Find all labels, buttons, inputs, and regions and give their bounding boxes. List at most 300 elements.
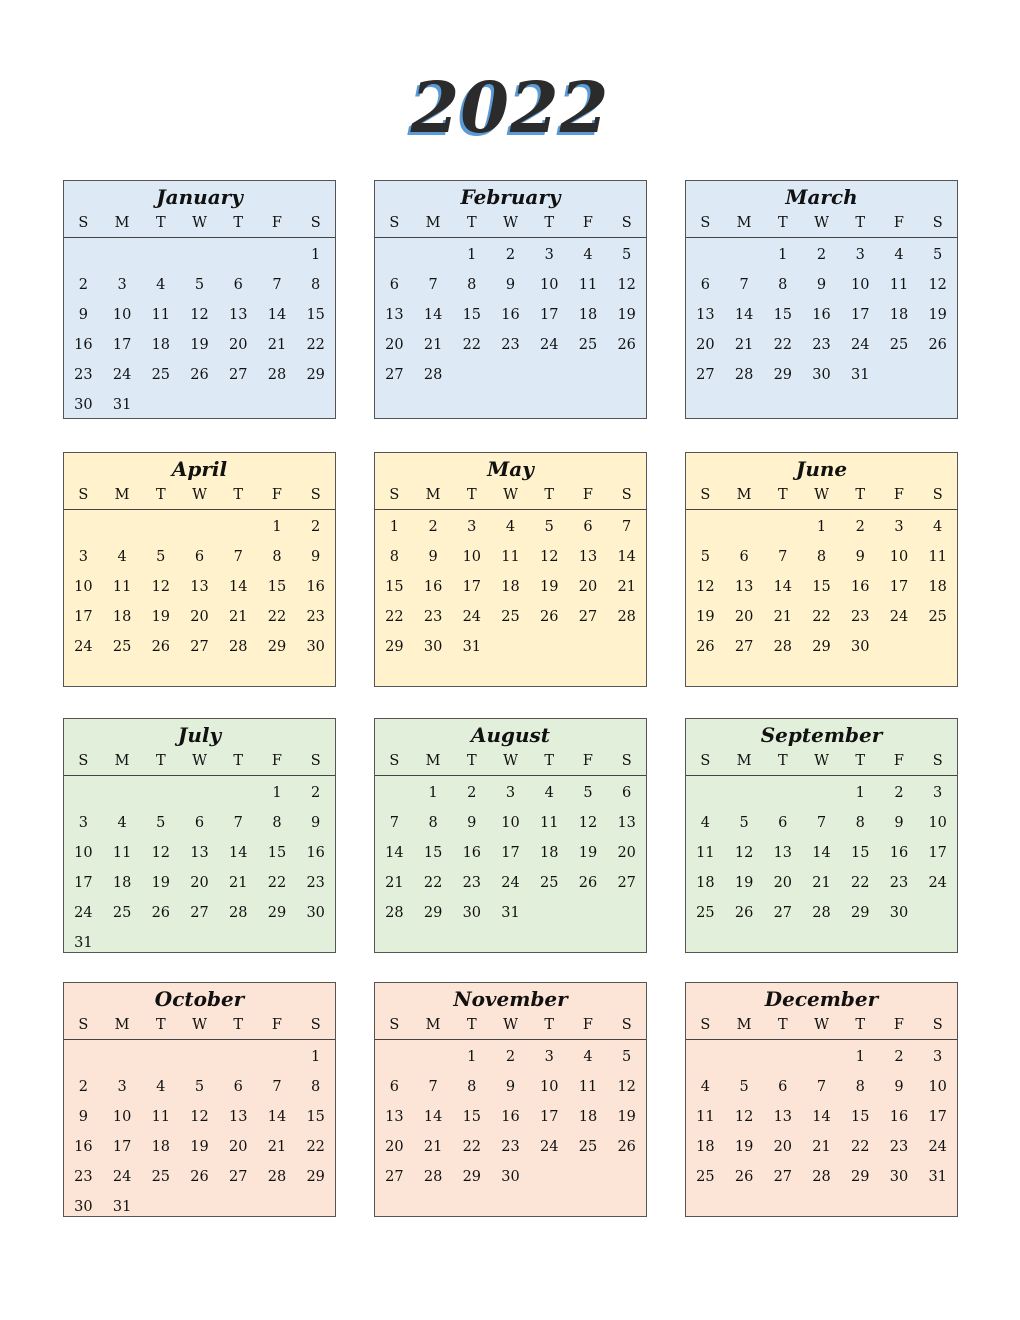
day-cell: 2 [78,1079,88,1095]
day-cell: 7 [778,549,788,565]
day-cell: 23 [889,875,909,891]
weekday-label: T [544,753,555,769]
day-cell: 16 [812,307,831,323]
weekday-label: S [389,753,400,769]
empty-day-cell [141,512,180,542]
day-cell: 6 [778,1079,788,1095]
day-cell: 27 [385,367,404,383]
day-cell: 14 [734,307,754,323]
day-cell: 29 [267,639,287,655]
day-cell: 11 [696,845,715,861]
day-cell: 1 [389,519,399,535]
day-cell: 30 [306,639,325,655]
day-cell: 10 [928,815,947,831]
weekday-label: F [271,753,282,769]
weekday-label: S [621,215,632,231]
weekday-label: S [621,487,632,503]
weekday-label: T [466,487,477,503]
day-cell: 31 [928,1169,947,1185]
day-grid [64,1040,335,1222]
day-cell: 19 [151,875,171,891]
weekday-header [64,483,335,510]
weekday-header [686,483,957,510]
day-cell: 12 [696,579,715,595]
day-cell: 29 [851,1169,870,1185]
weekday-label: M [114,1017,130,1033]
day-cell: 11 [151,1109,171,1125]
week-row [64,512,335,542]
month-april [63,452,336,687]
day-cell: 28 [812,1169,831,1185]
weekday-label: S [932,753,943,769]
day-cell: 21 [385,875,404,891]
day-cell: 19 [696,609,715,625]
day-cell: 4 [117,549,127,565]
weekday-label: W [192,1017,207,1033]
weekday-label: F [582,215,593,231]
day-cell: 12 [540,549,559,565]
day-cell: 24 [501,875,520,891]
day-cell: 10 [851,277,870,293]
day-cell: 10 [540,277,559,293]
weekday-label: S [310,487,321,503]
empty-day-cell [607,1162,646,1192]
day-cell: 1 [778,247,788,263]
month-december [685,982,958,1217]
day-cell: 5 [739,1079,749,1095]
weekday-label: S [621,753,632,769]
weekday-label: T [155,215,166,231]
day-cell: 13 [617,815,636,831]
day-cell: 5 [194,277,205,293]
month-september [685,718,958,953]
day-cell: 22 [267,609,287,625]
day-cell: 20 [578,579,598,595]
month-name: June [795,457,848,481]
day-cell: 29 [306,367,325,383]
month-may [374,452,647,687]
day-cell: 12 [190,1109,209,1125]
empty-day-cell [880,632,919,662]
weekday-label: W [814,753,829,769]
day-cell: 25 [112,639,132,655]
day-cell: 29 [306,1169,325,1185]
day-cell: 11 [578,277,598,293]
weekday-label: W [814,487,829,503]
weekday-label: M [114,753,130,769]
day-cell: 31 [112,397,132,413]
day-cell: 19 [734,875,754,891]
day-cell: 23 [501,337,520,353]
day-cell: 2 [311,785,321,801]
day-grid [375,510,646,662]
weekday-label: F [271,487,282,503]
week-row [375,300,646,330]
day-cell: 25 [889,337,909,353]
weekday-label: M [736,1017,752,1033]
weekday-label: S [389,1017,400,1033]
empty-day-cell [530,632,569,662]
weekday-label: S [700,215,711,231]
empty-day-cell [103,240,142,270]
weekday-label: W [503,487,518,503]
week-row [64,778,335,808]
week-row [64,1072,335,1102]
day-cell: 22 [306,1139,325,1155]
empty-day-cell [802,1042,841,1072]
day-cell: 6 [194,549,205,565]
day-cell: 1 [272,519,282,535]
day-cell: 1 [311,1049,321,1065]
day-cell: 14 [773,579,793,595]
day-cell: 6 [622,785,632,801]
day-cell: 16 [501,307,520,323]
day-cell: 20 [385,1139,404,1155]
day-cell: 20 [617,845,636,861]
weekday-label: T [855,753,866,769]
empty-day-cell [686,1042,725,1072]
day-cell: 25 [578,337,598,353]
week-row [375,838,646,868]
day-cell: 20 [190,609,209,625]
month-january [63,180,336,419]
empty-day-cell [258,240,297,270]
day-cell: 27 [229,1169,248,1185]
day-cell: 21 [812,875,831,891]
empty-day-cell [375,1042,414,1072]
week-row [686,512,957,542]
weekday-header [64,1013,335,1040]
week-row [375,240,646,270]
day-cell: 14 [423,1109,443,1125]
day-cell: 12 [151,579,171,595]
day-cell: 21 [617,579,636,595]
day-cell: 29 [851,905,870,921]
day-cell: 16 [74,1139,93,1155]
empty-day-cell [569,1162,608,1192]
empty-day-cell [180,512,219,542]
day-cell: 26 [617,337,636,353]
day-cell: 2 [78,277,88,293]
day-cell: 11 [540,815,559,831]
day-cell: 2 [505,247,516,263]
day-cell: 30 [812,367,831,383]
day-cell: 13 [385,307,404,323]
weekday-label: S [310,215,321,231]
day-cell: 24 [112,1169,132,1185]
day-cell: 4 [933,519,943,535]
week-row [375,270,646,300]
empty-day-cell [607,632,646,662]
day-cell: 5 [156,549,166,565]
weekday-label: F [582,1017,593,1033]
week-row [686,632,957,662]
empty-day-cell [296,928,335,958]
day-cell: 13 [190,579,209,595]
day-cell: 20 [229,337,248,353]
weekday-label: W [503,215,518,231]
day-cell: 5 [622,1049,632,1065]
month-name: December [764,987,879,1011]
day-cell: 26 [151,905,171,921]
day-grid [375,238,646,390]
empty-day-cell [491,360,530,390]
day-cell: 25 [578,1139,598,1155]
day-cell: 2 [311,519,321,535]
day-cell: 18 [578,1109,598,1125]
empty-day-cell [686,240,725,270]
day-grid [686,1040,957,1192]
day-cell: 9 [428,549,438,565]
day-cell: 27 [385,1169,404,1185]
weekday-label: F [893,1017,904,1033]
week-row [64,868,335,898]
week-row [64,602,335,632]
empty-day-cell [141,390,180,420]
weekday-label: W [192,753,207,769]
day-cell: 11 [578,1079,598,1095]
day-cell: 17 [112,337,132,353]
day-cell: 21 [267,1139,287,1155]
day-cell: 13 [696,307,715,323]
day-cell: 23 [306,609,325,625]
day-cell: 25 [696,905,715,921]
day-cell: 22 [773,337,793,353]
empty-day-cell [180,1042,219,1072]
weekday-label: T [777,753,788,769]
day-cell: 10 [889,549,909,565]
day-cell: 29 [267,905,287,921]
week-row [64,808,335,838]
day-cell: 13 [734,579,754,595]
day-cell: 23 [501,1139,520,1155]
week-row [64,1162,335,1192]
week-row [64,240,335,270]
day-cell: 15 [267,845,287,861]
day-cell: 19 [190,337,209,353]
weekday-header [686,211,957,238]
day-cell: 6 [194,815,205,831]
weekday-label: M [425,215,441,231]
day-cell: 8 [272,549,282,565]
day-cell: 3 [78,815,88,831]
day-cell: 4 [117,815,127,831]
weekday-label: W [503,1017,518,1033]
empty-day-cell [569,898,608,928]
day-cell: 20 [385,337,404,353]
month-name: November [453,987,568,1011]
day-cell: 4 [583,1049,593,1065]
weekday-label: T [155,487,166,503]
empty-day-cell [103,1042,142,1072]
weekday-label: T [233,215,244,231]
empty-day-cell [296,1192,335,1222]
day-cell: 5 [622,247,632,263]
day-cell: 18 [540,845,559,861]
day-cell: 17 [928,845,947,861]
day-cell: 16 [423,579,443,595]
day-cell: 2 [894,1049,904,1065]
day-cell: 13 [385,1109,404,1125]
day-cell: 29 [385,639,404,655]
day-cell: 7 [233,815,243,831]
empty-day-cell [725,778,764,808]
empty-day-cell [219,928,258,958]
weekday-label: M [425,753,441,769]
weekday-header [375,1013,646,1040]
day-cell: 12 [734,845,754,861]
week-row [375,360,646,390]
day-cell: 7 [272,277,282,293]
weekday-label: M [425,487,441,503]
day-cell: 12 [617,277,636,293]
day-cell: 18 [501,579,520,595]
month-name: March [785,185,858,209]
month-name: May [487,457,534,481]
empty-day-cell [918,898,957,928]
day-cell: 14 [229,579,248,595]
empty-day-cell [880,360,919,390]
day-cell: 14 [812,1109,831,1125]
day-cell: 7 [272,1079,282,1095]
day-cell: 24 [851,337,870,353]
week-row [64,542,335,572]
day-cell: 8 [428,815,438,831]
day-cell: 22 [812,609,831,625]
day-cell: 27 [696,367,715,383]
day-cell: 21 [229,609,248,625]
weekday-label: M [736,753,752,769]
day-cell: 8 [855,1079,865,1095]
day-cell: 27 [773,1169,793,1185]
day-cell: 29 [812,639,831,655]
day-cell: 17 [74,609,93,625]
day-cell: 20 [696,337,715,353]
day-cell: 18 [112,609,132,625]
weekday-label: M [114,487,130,503]
day-cell: 31 [462,639,482,655]
day-cell: 29 [462,1169,482,1185]
day-cell: 30 [462,905,482,921]
day-cell: 9 [505,277,516,293]
week-row [375,1072,646,1102]
empty-day-cell [64,1042,103,1072]
day-cell: 3 [117,1079,127,1095]
day-cell: 21 [734,337,754,353]
day-cell: 31 [851,367,870,383]
week-row [686,1042,957,1072]
weekday-label: S [932,487,943,503]
week-row [375,1132,646,1162]
day-cell: 25 [928,609,947,625]
day-cell: 13 [190,845,209,861]
week-row [64,270,335,300]
weekday-label: M [736,215,752,231]
day-cell: 15 [267,579,287,595]
day-cell: 11 [696,1109,715,1125]
day-cell: 14 [617,549,636,565]
day-cell: 21 [812,1139,831,1155]
empty-day-cell [414,1042,453,1072]
day-cell: 14 [423,307,443,323]
day-cell: 12 [190,307,209,323]
day-cell: 22 [851,875,870,891]
day-cell: 27 [229,367,248,383]
day-cell: 2 [816,247,827,263]
weekday-header [64,211,335,238]
weekday-label: T [466,1017,477,1033]
weekday-label: S [78,215,89,231]
day-cell: 15 [462,307,482,323]
week-row [64,572,335,602]
empty-day-cell [141,1192,180,1222]
weekday-header [375,483,646,510]
day-cell: 26 [540,609,559,625]
day-cell: 19 [617,307,636,323]
day-cell: 22 [851,1139,870,1155]
day-cell: 4 [583,247,593,263]
week-row [375,542,646,572]
empty-day-cell [530,1162,569,1192]
weekday-label: S [932,1017,943,1033]
weekday-label: S [78,753,89,769]
day-cell: 16 [306,845,325,861]
day-cell: 12 [617,1079,636,1095]
week-row [686,240,957,270]
day-cell: 29 [423,905,443,921]
week-row [375,1162,646,1192]
day-cell: 9 [78,307,88,323]
empty-day-cell [296,390,335,420]
day-cell: 25 [501,609,520,625]
day-cell: 1 [311,247,321,263]
empty-day-cell [64,778,103,808]
day-cell: 15 [385,579,404,595]
empty-day-cell [103,928,142,958]
day-cell: 20 [734,609,754,625]
weekday-header [686,1013,957,1040]
day-cell: 6 [739,549,749,565]
empty-day-cell [64,512,103,542]
day-cell: 19 [540,579,559,595]
day-cell: 12 [151,845,171,861]
weekday-header [375,749,646,776]
day-cell: 25 [540,875,559,891]
day-cell: 6 [778,815,788,831]
week-row [64,360,335,390]
day-cell: 26 [734,905,754,921]
day-cell: 7 [428,1079,438,1095]
day-cell: 16 [889,845,909,861]
week-row [686,542,957,572]
day-cell: 27 [578,609,598,625]
day-cell: 1 [855,1049,865,1065]
day-cell: 6 [389,277,399,293]
week-row [686,1102,957,1132]
day-cell: 17 [851,307,870,323]
day-cell: 15 [812,579,831,595]
day-cell: 30 [306,905,325,921]
day-cell: 17 [928,1109,947,1125]
month-name: February [460,185,561,209]
week-row [64,1042,335,1072]
day-cell: 18 [928,579,947,595]
day-cell: 17 [889,579,909,595]
weekday-label: T [233,1017,244,1033]
day-cell: 20 [773,1139,793,1155]
weekday-label: M [736,487,752,503]
day-cell: 16 [74,337,93,353]
